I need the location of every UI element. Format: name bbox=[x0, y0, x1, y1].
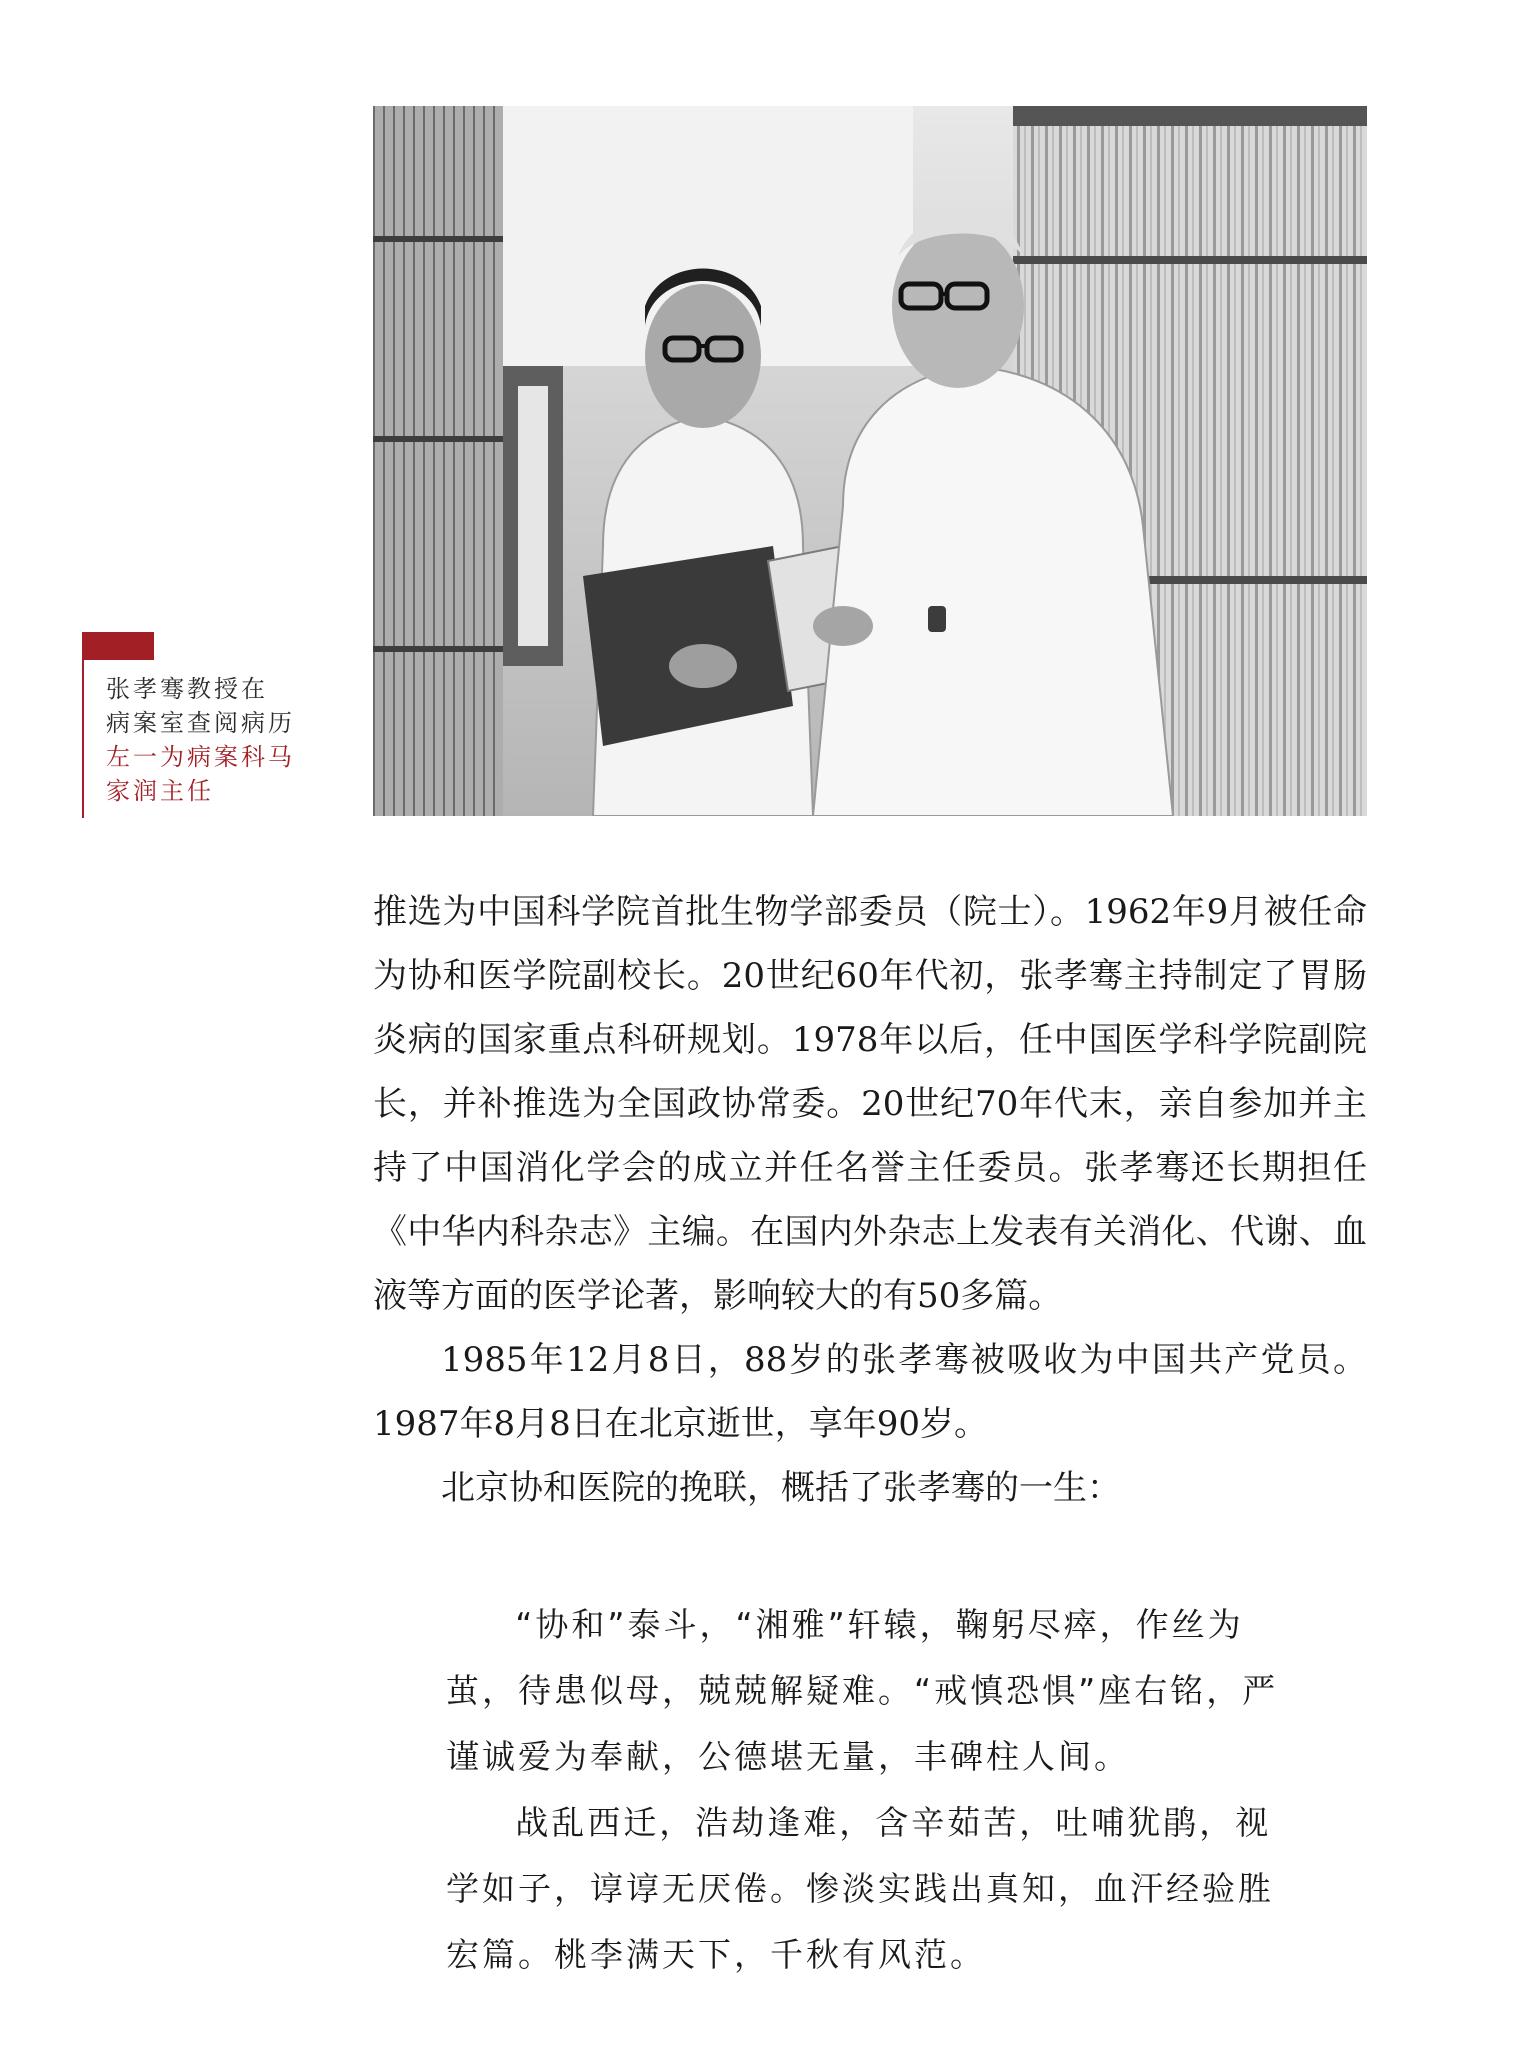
archive-photo-illustration bbox=[373, 106, 1367, 816]
caption-line-4: 家润主任 bbox=[106, 777, 214, 805]
couplet-line-1: “协和”泰斗，“湘雅”轩辕，鞠躬尽瘁，作丝为茧，待患似母，兢兢解疑难。“戒慎恐惧”座右铭，严谨诚爱为奉献，公德堪无量，丰碑柱人间。 bbox=[446, 1605, 1279, 1776]
article-body bbox=[373, 880, 1367, 1520]
archive-photo bbox=[373, 106, 1367, 816]
photo-caption bbox=[106, 672, 306, 808]
caption-line-1: 张孝骞教授在 bbox=[106, 675, 268, 703]
body-paragraph-3: 北京协和医院的挽联，概括了张孝骞的一生： bbox=[441, 1468, 1121, 1508]
body-paragraph-2: 1985年12月8日，88岁的张孝骞被吸收为中国共产党员。1987年8月8日在北京逝世，享年90岁。 bbox=[373, 1340, 1367, 1444]
caption-accent-rule bbox=[82, 660, 84, 818]
couplet-line-2: 战乱西迁，浩劫逢难，含辛茹苦，吐哺犹鹃，视学如子，谆谆无厌倦。惨淡实践出真知，血汗经验胜宏篇。桃李满天下，千秋有风范。 bbox=[446, 1803, 1274, 1974]
caption-accent-bar bbox=[82, 632, 154, 660]
body-paragraph-1: 推选为中国科学院首批生物学部委员（院士）。1962年9月被任命为协和医学院副校长。20世纪60年代初，张孝骞主持制定了胃肠炎病的国家重点科研规划。1978年以后，任中国医学科学院副院长，并补推选为全国政协常委。20世纪70年代末，亲自参加并主持了中国消化学会的成立并任名誉主任委员。张孝骞还长期担任《中华内科杂志》主编。在国内外杂志上发表有关消化、代谢、血液等方面的医学论著，影响较大的有50多篇。 bbox=[373, 892, 1367, 1316]
caption-line-3: 左一为病案科马 bbox=[106, 743, 295, 771]
caption-line-2: 病案室查阅病历 bbox=[106, 709, 295, 737]
elegiac-couplet bbox=[446, 1592, 1306, 1988]
